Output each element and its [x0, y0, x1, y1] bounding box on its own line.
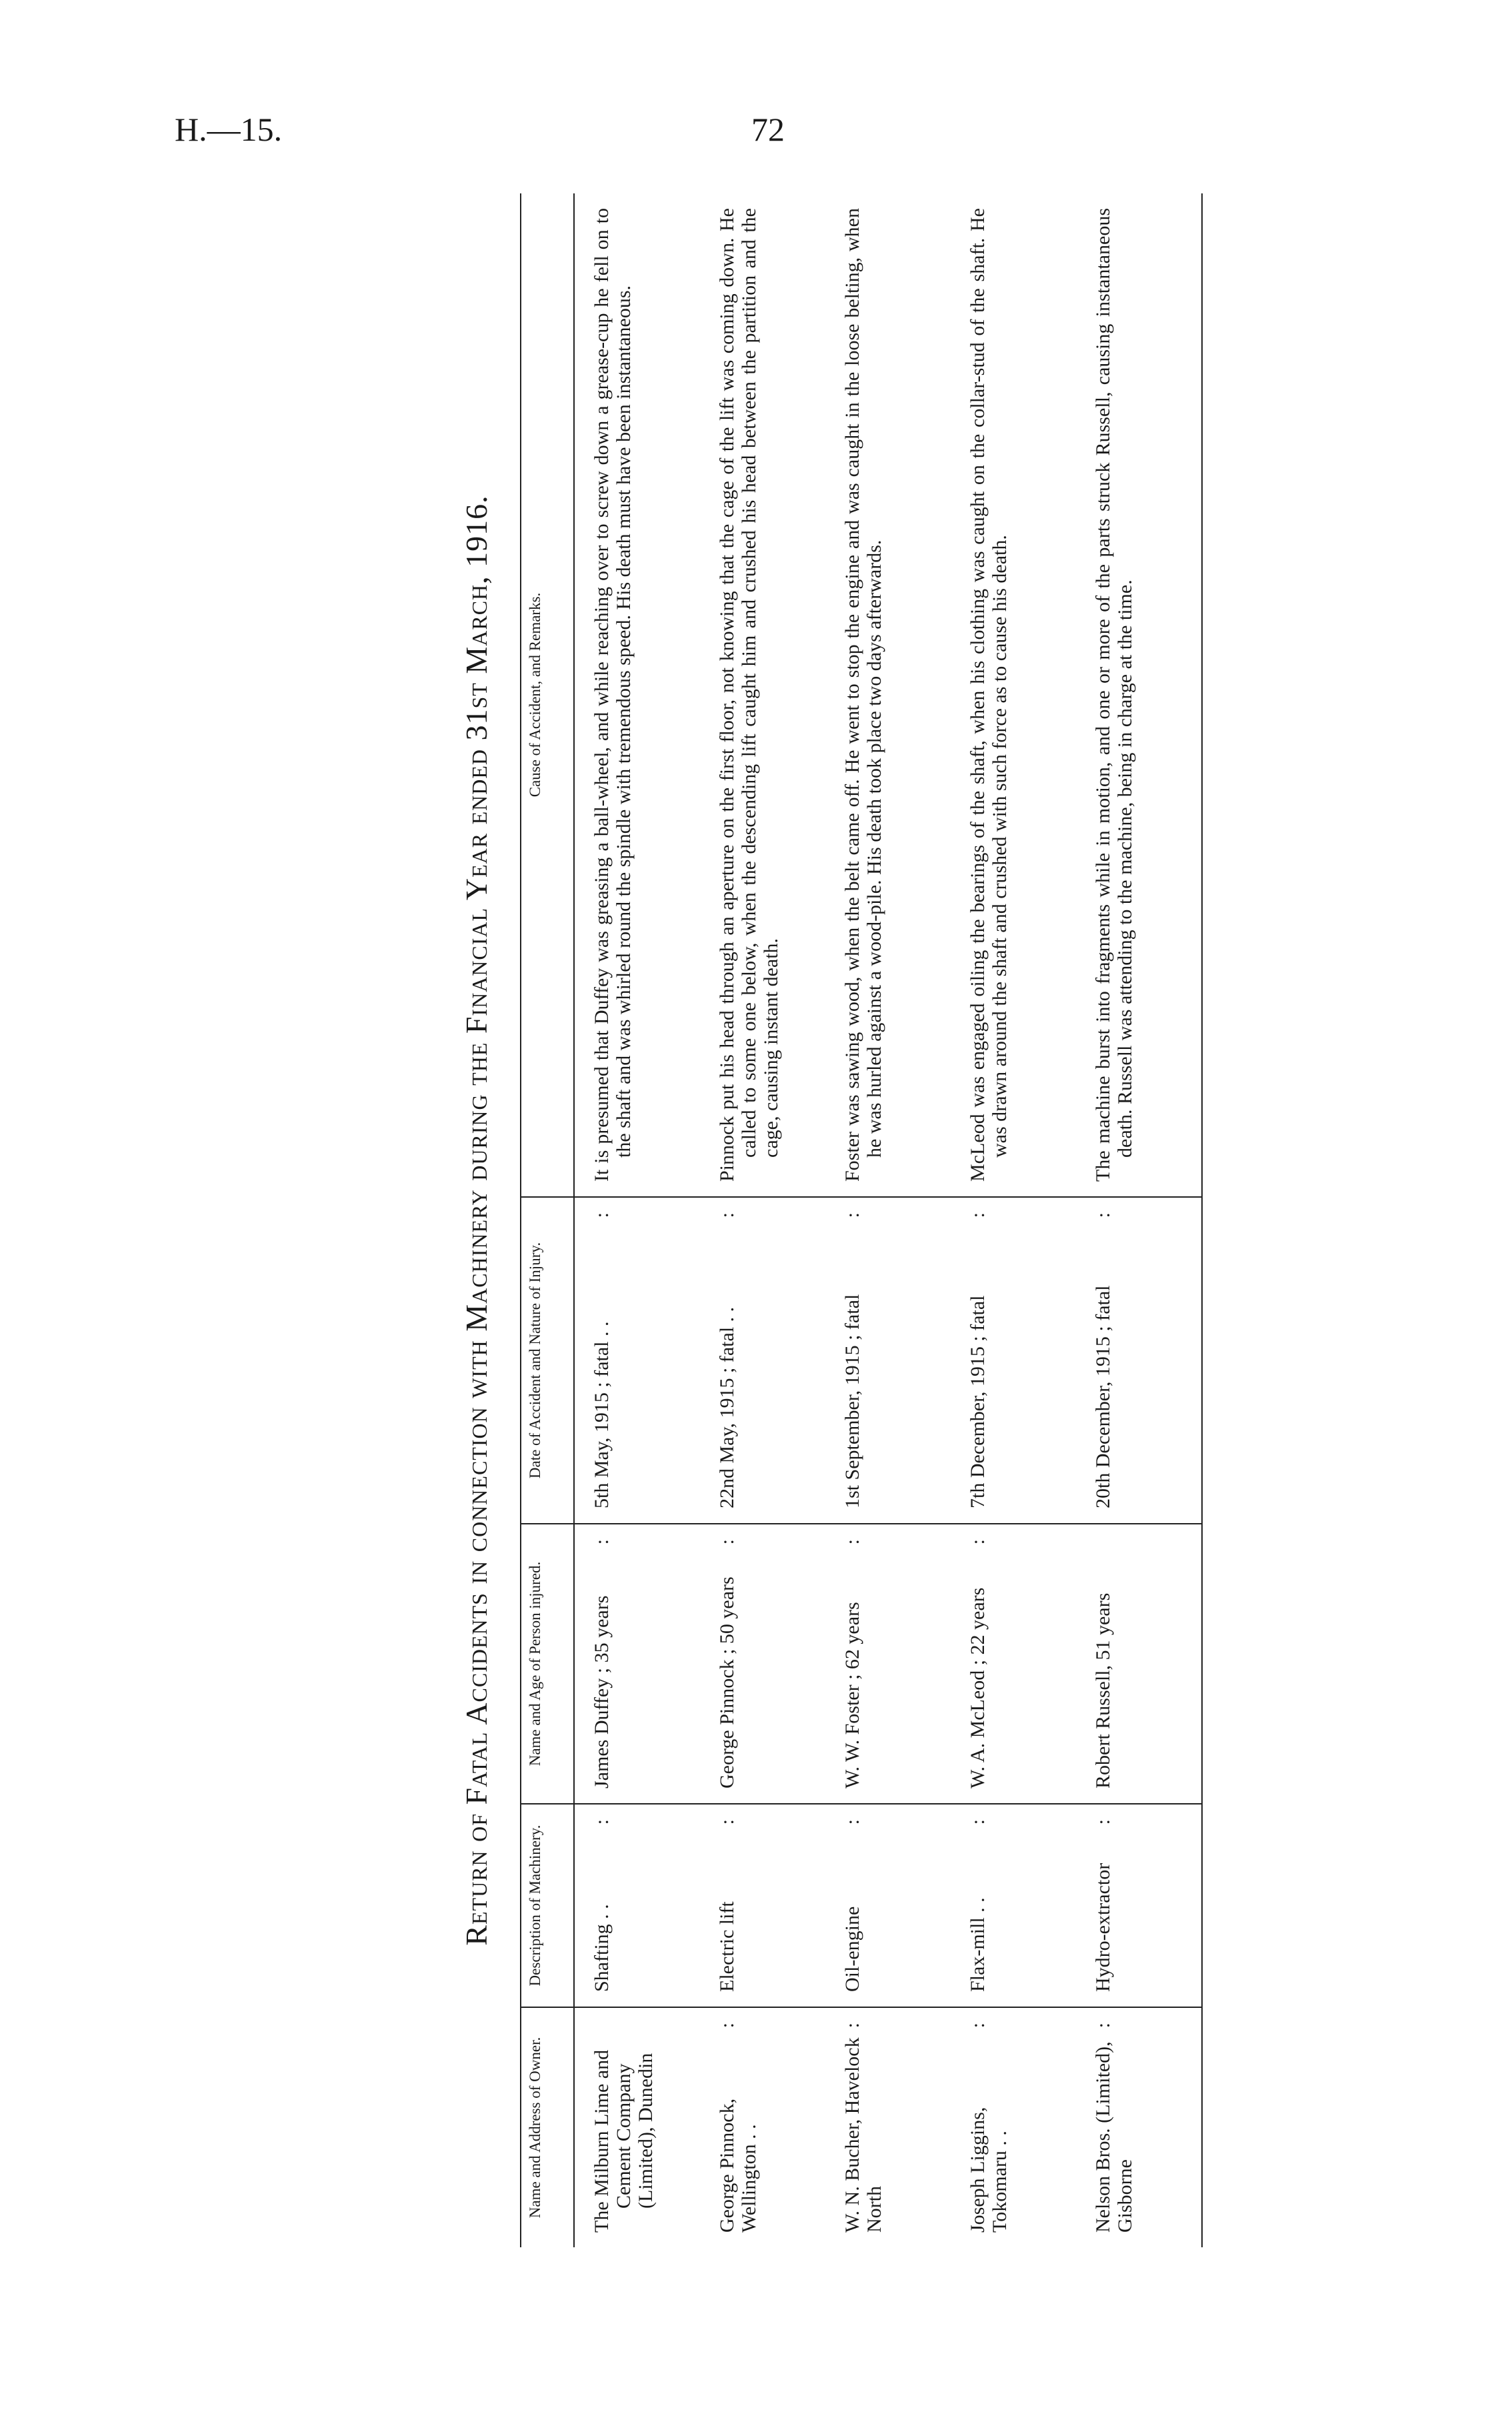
table-row	[700, 193, 825, 2247]
date-cell	[1076, 1197, 1202, 1524]
leader-dots: :	[967, 1819, 989, 1825]
date-text: 22nd May, 1915 ; fatal . .	[716, 1306, 738, 1508]
leader-dots: :	[716, 2023, 738, 2029]
person-cell	[951, 1524, 1076, 1804]
leader-dots: :	[1092, 1212, 1114, 1218]
owner-text: Joseph Liggins, Tokomaru . .	[967, 2107, 1011, 2233]
leader-dots: :	[967, 2023, 989, 2029]
machinery-text: Hydro-extractor	[1092, 1863, 1114, 1992]
leader-dots: :	[841, 1819, 863, 1825]
col-header-cause: Cause of Accident, and Remarks.	[521, 193, 574, 1197]
leader-dots: :	[591, 1819, 613, 1825]
table-header-row	[521, 193, 574, 2247]
leader-dots: :	[716, 1819, 738, 1825]
date-cell	[951, 1197, 1076, 1524]
date-text: 7th December, 1915 ; fatal	[967, 1295, 989, 1508]
table-row	[825, 193, 951, 2247]
person-cell	[574, 1524, 700, 1804]
col-header-owner: Name and Address of Owner.	[521, 2007, 574, 2247]
owner-cell	[1076, 2007, 1202, 2247]
owner-cell	[700, 2007, 825, 2247]
machinery-cell	[700, 1804, 825, 2007]
leader-dots: :	[967, 1539, 989, 1545]
person-text: George Pinnock ; 50 years	[716, 1576, 738, 1788]
fatal-accidents-table	[520, 193, 1203, 2247]
cause-cell	[700, 193, 825, 1197]
table-row	[1076, 193, 1202, 2247]
table-row	[574, 193, 700, 2247]
leader-dots: :	[1092, 1819, 1114, 1825]
person-text: Robert Russell, 51 years	[1092, 1592, 1114, 1788]
leader-dots: :	[841, 1212, 863, 1218]
date-text: 20th December, 1915 ; fatal	[1092, 1285, 1114, 1508]
owner-text: George Pinnock, Wellington . .	[716, 2098, 760, 2233]
person-cell	[825, 1524, 951, 1804]
person-text: James Duffey ; 35 years	[591, 1595, 613, 1788]
owner-cell	[951, 2007, 1076, 2247]
leader-dots: :	[1092, 2023, 1114, 2029]
person-cell	[700, 1524, 825, 1804]
date-cell	[574, 1197, 700, 1524]
machinery-cell	[574, 1804, 700, 2007]
date-cell	[700, 1197, 825, 1524]
owner-text: Nelson Bros. (Limited), Gisborne	[1092, 2041, 1136, 2233]
col-header-person: Name and Age of Person injured.	[521, 1524, 574, 1804]
table-row	[951, 193, 1076, 2247]
cause-text: Foster was sawing wood, when the belt came off. He went to stop the engine and was caught in the loose belting, when he was hurled against a wood-pile. His death took place two days afterwards.	[841, 208, 885, 1182]
leader-dots: :	[591, 1212, 613, 1218]
cause-text: Pinnock put his head through an aperture on the first floor, not knowing that the cage of the lift was coming down. He called to some one below, when the descending lift caught him and crushed his head between the partition and the cage, causing instant death.	[716, 208, 782, 1182]
leader-dots: :	[716, 1539, 738, 1545]
machinery-cell	[825, 1804, 951, 2007]
cause-text: McLeod was engaged oiling the bearings of the shaft, when his clothing was caught on the collar-stud of the shaft. He was drawn around the shaft and crushed with such force as to cause his death.	[967, 208, 1011, 1182]
leader-dots: :	[967, 1212, 989, 1218]
table-title: Return of Fatal Accidents in connection with Machinery during the Financial Year ended 31st March, 1916.	[459, 495, 493, 1946]
date-text: 5th May, 1915 ; fatal . .	[591, 1321, 613, 1508]
machinery-cell	[1076, 1804, 1202, 2007]
machinery-text: Flax-mill . .	[967, 1897, 989, 1992]
rotated-table-region	[447, 193, 1367, 2247]
machinery-cell	[951, 1804, 1076, 2007]
col-header-machinery: Description of Machinery.	[521, 1804, 574, 2007]
col-header-date: Date of Accident and Nature of Injury.	[521, 1197, 574, 1524]
owner-text: W. N. Bucher, Havelock North	[841, 2037, 885, 2233]
cause-cell	[825, 193, 951, 1197]
cause-cell	[574, 193, 700, 1197]
machinery-text: Shafting . .	[591, 1904, 613, 1992]
owner-text: The Milburn Lime and Cement Company (Limited), Dunedin	[591, 2049, 657, 2233]
owner-cell	[825, 2007, 951, 2247]
person-text: W. A. McLeod ; 22 years	[967, 1587, 989, 1788]
leader-dots: :	[841, 2023, 863, 2029]
cause-text: It is presumed that Duffey was greasing a ball-wheel, and while reaching over to screw down a grease-cup he fell on to the shaft and was whirled round the spindle with tremendous speed. His death must have been instantaneous.	[591, 208, 635, 1182]
person-cell	[1076, 1524, 1202, 1804]
document-code: H.—15.	[175, 111, 283, 148]
date-cell	[825, 1197, 951, 1524]
cause-text: The machine burst into fragments while in motion, and one or more of the parts struck Russell, causing instantaneous death. Russell was attending to the machine, being in charge at the time.	[1092, 208, 1136, 1182]
leader-dots: :	[716, 1212, 738, 1218]
leader-dots: :	[591, 1539, 613, 1545]
machinery-text: Electric lift	[716, 1901, 738, 1992]
cause-cell	[1076, 193, 1202, 1197]
owner-cell	[574, 2007, 700, 2247]
person-text: W. W. Foster ; 62 years	[841, 1602, 863, 1788]
date-text: 1st September, 1915 ; fatal	[841, 1294, 863, 1508]
page-number: 72	[751, 111, 785, 148]
leader-dots: :	[841, 1539, 863, 1545]
machinery-text: Oil-engine	[841, 1906, 863, 1992]
cause-cell	[951, 193, 1076, 1197]
